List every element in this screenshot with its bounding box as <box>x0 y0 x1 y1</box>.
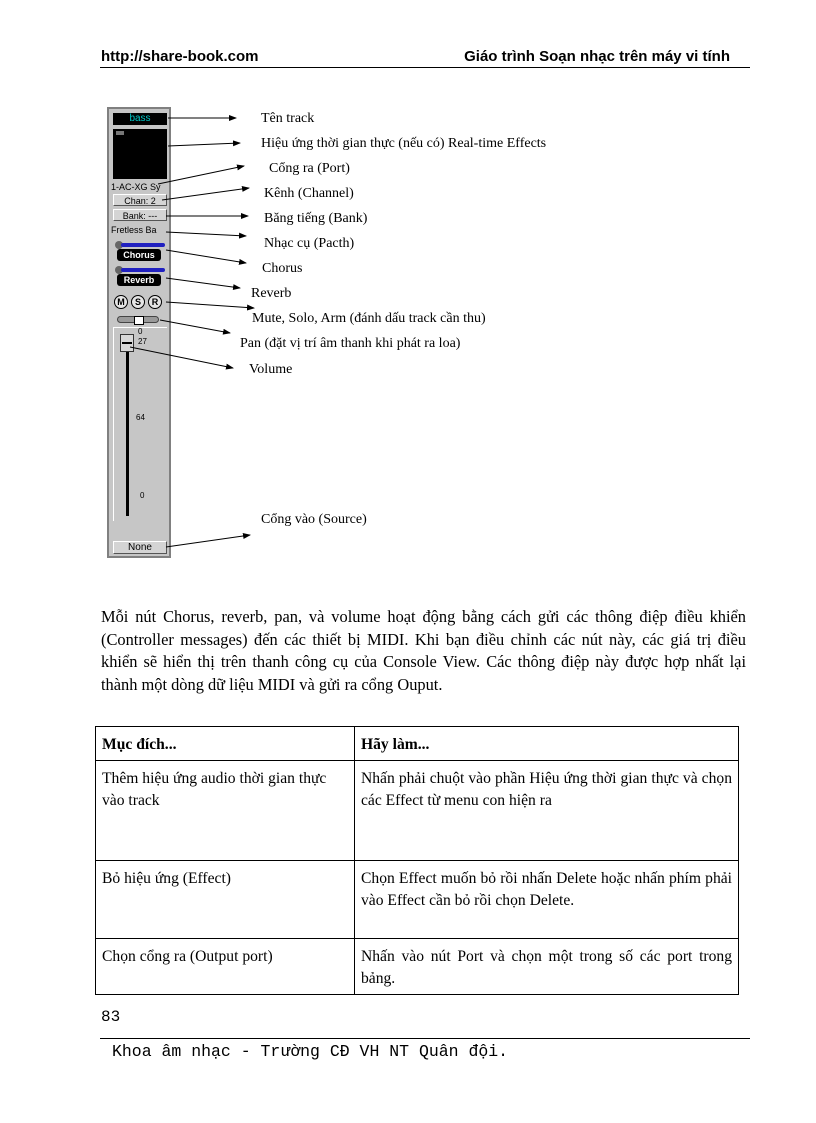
track-name-field[interactable]: bass <box>113 113 167 125</box>
label-chorus: Chorus <box>262 261 303 276</box>
table-header-row <box>96 727 739 761</box>
patch-button[interactable]: Fretless Ba <box>111 225 157 235</box>
arrow-effects <box>168 143 240 146</box>
output-port-button[interactable]: 1-AC-XG Sy <box>111 182 161 192</box>
table-cell-action: Chọn Effect muốn bỏ rồi nhấn Delete hoặc nhấn phím phải vào Effect cần bỏ rồi chọn Delete. <box>355 861 739 939</box>
reverb-label: Reverb <box>117 274 161 286</box>
fader-scale-mid: 64 <box>136 413 145 422</box>
header-book-title: Giáo trình Soạn nhạc trên máy vi tính <box>464 48 730 65</box>
label-reverb: Reverb <box>251 286 292 301</box>
arrow-pan <box>160 320 230 333</box>
footer-text: Khoa âm nhạc - Trường CĐ VH NT Quân đội. <box>112 1042 509 1061</box>
table-cell-action: Nhấn vào nút Port và chọn một trong số các port trong bảng. <box>355 939 739 995</box>
table-row <box>96 861 739 939</box>
mute-button[interactable]: M <box>114 295 128 309</box>
arm-button[interactable]: R <box>148 295 162 309</box>
fader-scale-top: 0 <box>138 327 143 336</box>
arrow-patch <box>166 232 246 236</box>
table-header-purpose: Mục đích... <box>96 727 355 761</box>
table-cell-purpose: Thêm hiệu ứng audio thời gian thực vào track <box>96 761 355 861</box>
label-realtime-effects: Hiệu ứng thời gian thực (nếu có) Real-time Effects <box>261 136 547 151</box>
solo-button[interactable]: S <box>131 295 145 309</box>
label-pan: Pan (đặt vị trí âm thanh khi phát ra loa) <box>240 336 461 351</box>
fader-scale-bottom: 0 <box>140 491 145 500</box>
label-channel: Kênh (Channel) <box>264 186 354 201</box>
label-mute-solo-arm: Mute, Solo, Arm (đánh dấu track cần thu) <box>252 311 486 326</box>
table-cell-purpose: Chọn cổng ra (Output port) <box>96 939 355 995</box>
arrow-reverb <box>166 278 240 288</box>
table-cell-purpose: Bỏ hiệu ứng (Effect) <box>96 861 355 939</box>
arrow-channel <box>162 188 249 200</box>
table-row <box>96 939 739 995</box>
table-header-action: Hãy làm... <box>355 727 739 761</box>
source-port-button[interactable]: None <box>113 541 167 554</box>
footer-rule <box>100 1038 750 1039</box>
channel-button[interactable]: Chan: 2 <box>113 194 167 206</box>
label-port: Cổng ra (Port) <box>269 161 350 176</box>
table-cell-action: Nhấn phải chuột vào phần Hiệu ứng thời gian thực và chọn các Effect từ menu con hiện ra <box>355 761 739 861</box>
arrow-source <box>166 535 250 547</box>
table-row <box>96 761 739 861</box>
body-paragraph: Mỗi nút Chorus, reverb, pan, và volume hoạt động bằng cách gửi các thông điệp điều khiển (Controller messages) đến các thiết bị MIDI. Khi bạn điều chỉnh các nút này, các giá trị điều khiển sẽ hiển thị trên thanh công cụ của Console View. Các thông điệp này được hợp nhất lại thành một dòng dữ liệu MIDI và gửi ra cổng Ouput. <box>101 607 746 694</box>
label-source: Cổng vào (Source) <box>261 512 367 527</box>
label-volume: Volume <box>249 362 293 377</box>
arrow-msr <box>166 302 254 308</box>
bank-button[interactable]: Bank: --- <box>113 209 167 221</box>
page-number: 83 <box>101 1008 121 1026</box>
instructions-table <box>95 726 739 995</box>
arrow-volume <box>130 347 233 368</box>
volume-value: 27 <box>138 337 147 346</box>
arrow-port <box>158 166 244 184</box>
label-track-name: Tên track <box>261 111 315 126</box>
arrow-chorus <box>166 250 246 263</box>
label-bank: Băng tiếng (Bank) <box>264 211 368 226</box>
header-url: http://share-book.com <box>101 48 259 65</box>
chorus-label: Chorus <box>117 249 161 261</box>
label-patch: Nhạc cụ (Pacth) <box>264 236 355 251</box>
